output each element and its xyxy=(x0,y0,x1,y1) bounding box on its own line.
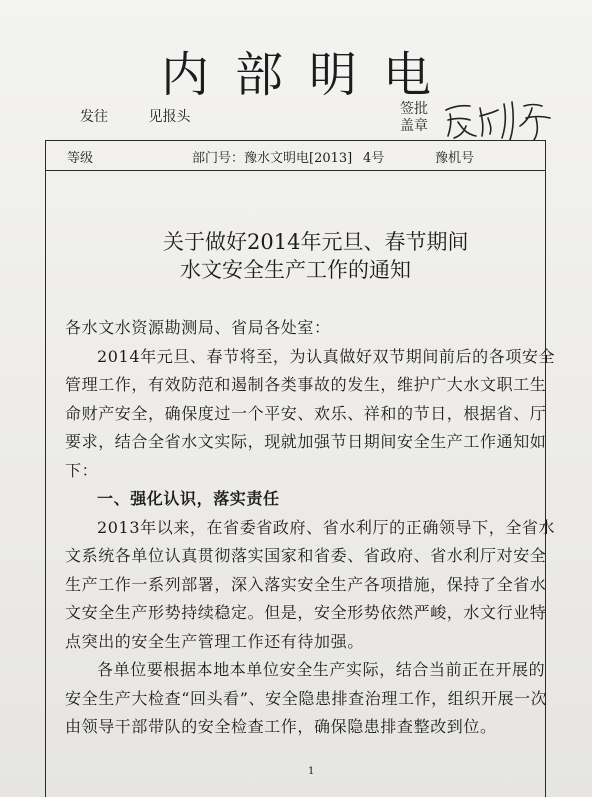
paragraph-3-line: 安全生产大检查“回头看”、安全隐患排查治理工作，组织开展一次 xyxy=(65,688,548,708)
send-value: 见报头 xyxy=(148,109,191,125)
sign-label: 签批 xyxy=(400,101,428,117)
dept-number xyxy=(192,147,352,166)
handwritten-signature xyxy=(440,96,560,142)
send-to-row xyxy=(80,106,226,126)
notice-body xyxy=(65,314,556,742)
notice-title-line-1: 关于做好2014年元旦、春节期间 xyxy=(163,230,469,254)
document-title: 内部明电 xyxy=(160,47,457,103)
stamp-label: 盖章 xyxy=(400,118,428,134)
sign-stamp-label xyxy=(400,101,428,135)
paragraph-2-line: 2013年以来，在省委省政府、省水利厅的正确领导下，全省水 xyxy=(97,517,556,537)
doc-number: 4号 xyxy=(363,151,385,166)
paragraph-1-line: 下： xyxy=(65,460,99,480)
paragraph-1-line: 命财产安全，确保度过一个平安、欢乐、祥和的节日，根据省、厅 xyxy=(65,403,547,423)
paragraph-1-line: 管理工作，有效防范和遏制各类事故的发生，维护广大水文职工生 xyxy=(65,375,547,394)
paragraph-2-line: 点突出的安全生产管理工作还有待加强。 xyxy=(65,631,364,651)
paragraph-1-line: 要求，结合全省水文实际，现就加强节日期间安全生产工作通知如 xyxy=(65,432,547,451)
addressee: 各水文水资源勘测局、省局各处室： xyxy=(65,318,331,337)
paragraph-1-line: 2014年元旦、春节将至，为认真做好双节期间前后的各项安全 xyxy=(97,346,556,366)
section-1-heading: 一、强化认识，落实责任 xyxy=(97,489,280,508)
paragraph-2-line: 生产工作一系列部署，深入落实安全生产各项措施，保持了全省水 xyxy=(65,574,547,594)
paragraph-2-line: 文安全生产形势持续稳定。但是，安全形势依然严峻，水文行业特 xyxy=(65,603,547,622)
paragraph-3-line: 各单位要根据本地本单位安全生产实际，结合当前正在开展的 xyxy=(97,660,546,679)
paragraph-2-line: 文系统各单位认真贯彻落实国家和省委、省政府、省水利厅对安全 xyxy=(65,546,547,565)
dept-value: 豫水文明电[2013] xyxy=(244,151,353,166)
secret-number-label: 豫机号 xyxy=(435,151,475,166)
paragraph-3-line: 由领导干部带队的安全检查工作，确保隐患排查整改到位。 xyxy=(65,717,497,736)
grade-label: 等级 xyxy=(67,151,94,166)
notice-title-line-2: 水文安全生产工作的通知 xyxy=(180,258,411,282)
dept-label: 部门号： xyxy=(192,151,245,166)
telegram-meta-row xyxy=(45,140,546,171)
send-label: 发往 xyxy=(80,109,108,125)
page-number: 1 xyxy=(308,766,315,777)
